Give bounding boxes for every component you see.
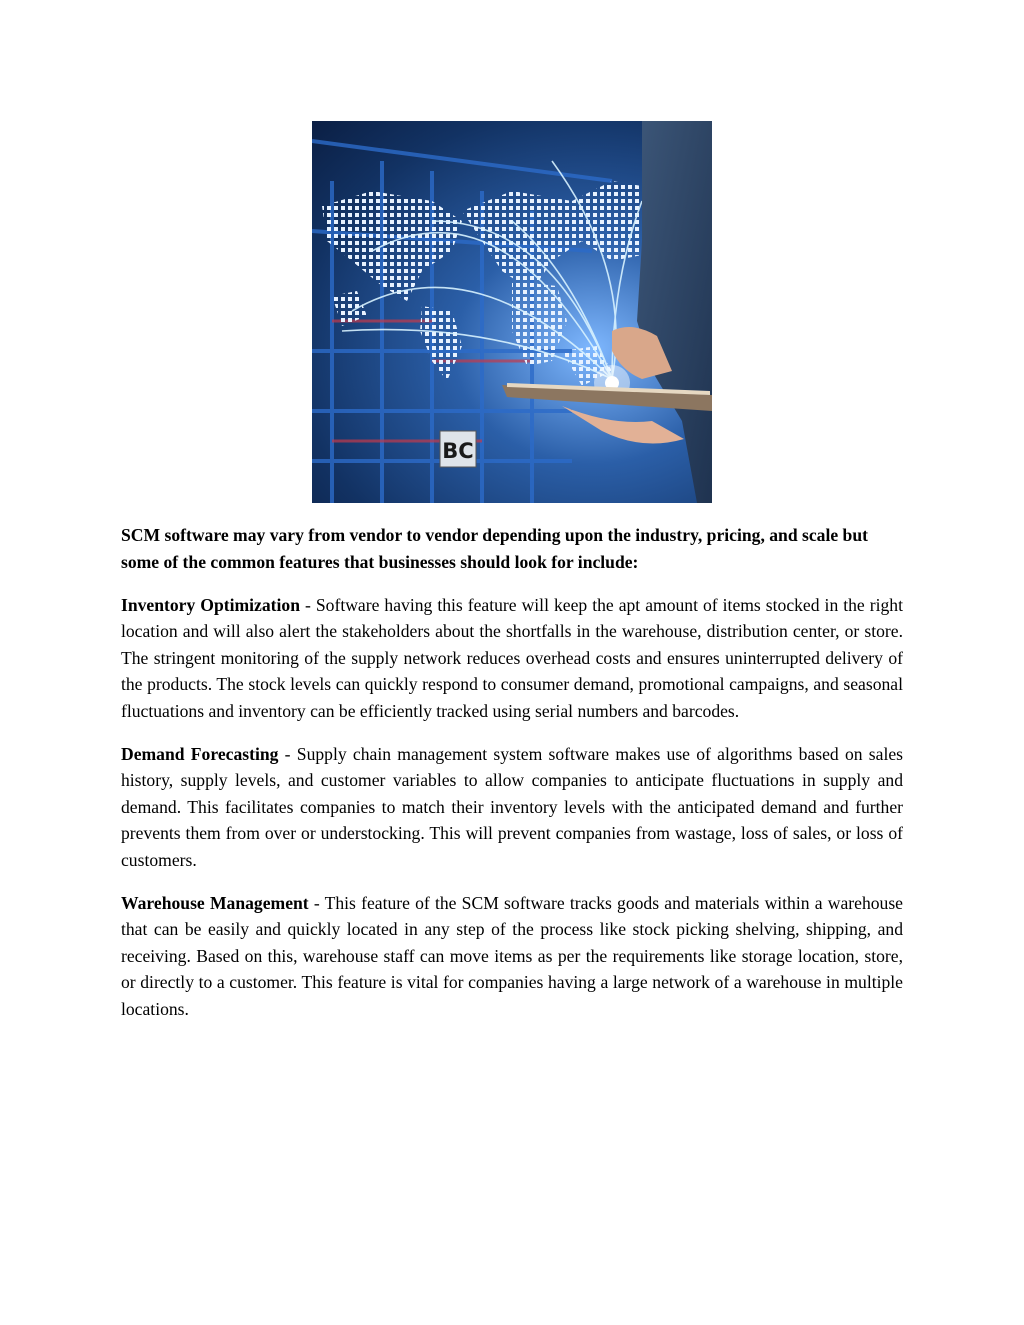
intro-paragraph: SCM software may vary from vendor to vendor depending upon the industry, pricing, and scale but some of the common features that businesses should look for include:: [121, 525, 868, 572]
feature-description: This feature of the SCM software tracks goods and materials within a warehouse that can be easily and quickly located in any step of the process like stock picking shelving, shipping, and receiving. Based on this, warehouse staff can move items as per the requirements like storage location, store, or directly to a customer. This feature is vital for companies having a large network of a warehouse in multiple locations.: [121, 892, 903, 1019]
feature-separator: -: [300, 594, 316, 615]
feature-separator: -: [308, 892, 325, 913]
feature-term: Inventory Optimization: [121, 594, 300, 615]
feature-term: Demand Forecasting: [121, 743, 279, 764]
feature-paragraph-warehouse-management: [121, 890, 903, 1023]
feature-term: Warehouse Management: [121, 892, 309, 913]
feature-description: Supply chain management system software makes use of algorithms based on sales history, supply levels, and customer variables to allow companies to anticipate fluctuations in supply and demand. This facilitates companies to match their inventory levels with the anticipated demand and further prevents them from over or understocking. This will prevent companies from wastage, loss of sales, or loss of customers.: [121, 743, 904, 870]
hero-image: [312, 121, 712, 503]
feature-separator: -: [278, 743, 297, 764]
feature-description: Software having this feature will keep the apt amount of items stocked in the right location and will also alert the stakeholders about the shortfalls in the warehouse, distribution center, or store. The stringent monitoring of the supply network reduces overhead costs and ensures uninterrupted delivery of the products. The stock levels can quickly respond to consumer demand, promotional campaigns, and seasonal fluctuations and inventory can be efficiently tracked using serial numbers and barcodes.: [121, 594, 903, 721]
feature-paragraph-demand-forecasting: [121, 741, 903, 874]
feature-paragraph-inventory-optimization: [121, 592, 903, 725]
document-body: [121, 522, 903, 1039]
bc-sign: BC: [442, 439, 474, 463]
warehouse-world-map-illustration: [312, 121, 712, 503]
